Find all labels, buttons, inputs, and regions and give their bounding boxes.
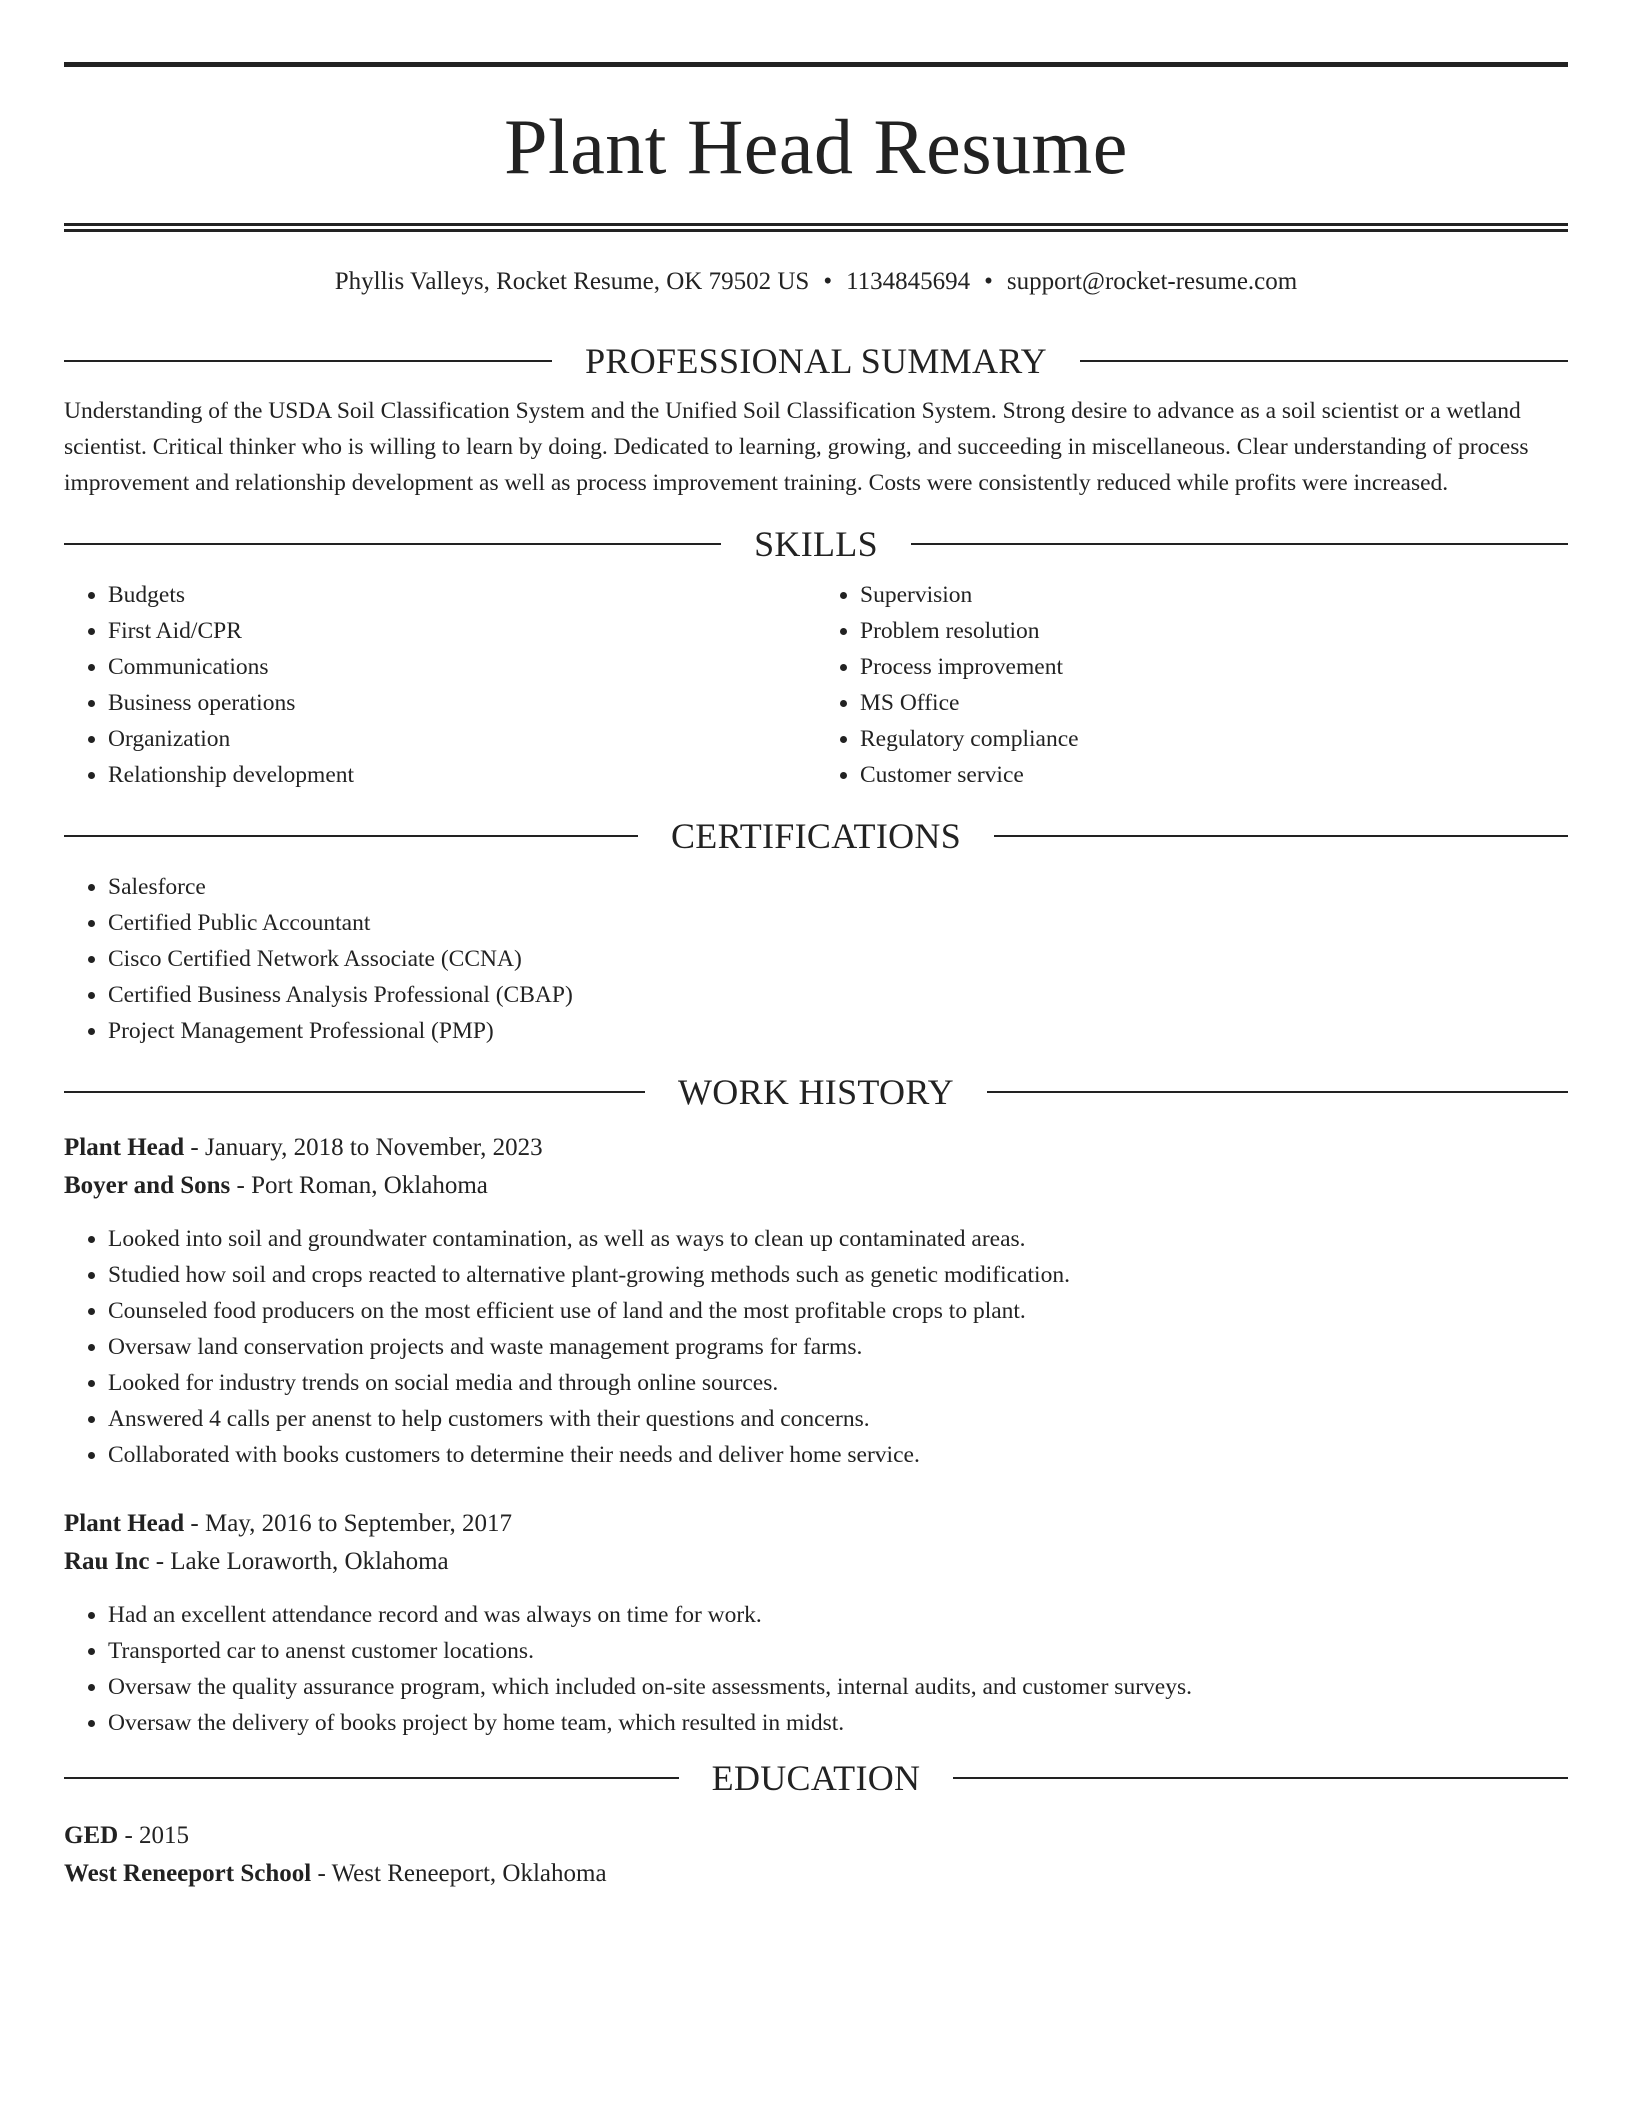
top-rule	[64, 62, 1568, 67]
job-duty: • Studied how soil and crops reacted to alternative plant-growing methods such as genetic modification.	[108, 1257, 1568, 1293]
resume-title: Plant Head Resume	[504, 103, 1128, 190]
contact-line	[64, 266, 1568, 298]
certification-item: • Cisco Certified Network Associate (CCNA)	[108, 941, 1568, 977]
job-location: - Port Roman, Oklahoma	[230, 1172, 488, 1199]
heading-rule	[64, 1777, 679, 1779]
skill-item: • MS Office	[860, 685, 1568, 721]
job-company-line	[64, 1543, 1568, 1581]
education-location: - West Reneeport, Oklahoma	[311, 1860, 607, 1887]
job-company: Boyer and Sons	[64, 1172, 231, 1199]
job-duty: • Transported car to anenst customer locations.	[108, 1633, 1568, 1669]
job-role: Plant Head	[64, 1134, 185, 1161]
skill-item: • Budgets	[108, 577, 816, 613]
contact-separator: •	[823, 268, 833, 295]
skill-item: • Business operations	[108, 685, 816, 721]
heading-rule	[64, 1091, 645, 1093]
title-double-rule	[64, 223, 1568, 232]
contact-phone: 1134845694	[846, 268, 971, 295]
section-title: EDUCATION	[711, 1758, 921, 1798]
heading-rule	[64, 543, 721, 545]
job-duties-list	[64, 1221, 1568, 1473]
section-heading-certifications	[64, 813, 1568, 859]
job-company: Rau Inc	[64, 1548, 150, 1575]
education-degree: GED	[64, 1822, 119, 1849]
section-title: CERTIFICATIONS	[670, 816, 962, 856]
section-heading-education	[64, 1755, 1568, 1801]
skill-item: • Customer service	[860, 757, 1568, 793]
job-location: - Lake Loraworth, Oklahoma	[149, 1548, 449, 1575]
job-duty: • Looked for industry trends on social media and through online sources.	[108, 1365, 1568, 1401]
job-duty: • Collaborated with books customers to determine their needs and deliver home service.	[108, 1437, 1568, 1473]
contact-email: support@rocket-resume.com	[1006, 268, 1298, 295]
education-year: - 2015	[118, 1822, 190, 1849]
heading-rule	[994, 835, 1568, 837]
summary-text: Understanding of the USDA Soil Classification System and the Unified Soil Classification System. Strong desire to advance as a soil scientist or a wetland scientist. Critical thinker who is willing to learn by doing. Dedicated to learning, growing, and succeeding in miscellaneous. Clear understanding of process improvement and relationship development as well as process improvement training. Costs were consistently reduced while profits were increased.	[64, 398, 1529, 496]
certification-item: • Project Management Professional (PMP)	[108, 1013, 1568, 1049]
skill-item: • Regulatory compliance	[860, 721, 1568, 757]
certification-item: • Salesforce	[108, 869, 1568, 905]
job-duty: • Counseled food producers on the most efficient use of land and the most profitable crops to plant.	[108, 1293, 1568, 1329]
skill-item: • Communications	[108, 649, 816, 685]
certification-item: • Certified Business Analysis Professional (CBAP)	[108, 977, 1568, 1013]
heading-rule	[64, 360, 552, 362]
job-duty: • Oversaw land conservation projects and waste management programs for farms.	[108, 1329, 1568, 1365]
job-role: Plant Head	[64, 1510, 185, 1537]
certifications-list	[64, 869, 1568, 1049]
section-heading-skills	[64, 521, 1568, 567]
skills-list	[64, 577, 1568, 793]
section-heading-work-history	[64, 1069, 1568, 1115]
section-title: SKILLS	[754, 524, 878, 564]
education-school-line	[64, 1855, 1568, 1893]
certification-item: • Certified Public Accountant	[108, 905, 1568, 941]
section-title: WORK HISTORY	[678, 1072, 954, 1112]
heading-rule	[953, 1777, 1568, 1779]
job-duty: • Oversaw the delivery of books project by home team, which resulted in midst.	[108, 1705, 1568, 1741]
job-duty: • Had an excellent attendance record and was always on time for work.	[108, 1597, 1568, 1633]
job-company-line	[64, 1167, 1568, 1205]
job-entry	[64, 1505, 1568, 1741]
job-duty: • Looked into soil and groundwater contamination, as well as ways to clean up contaminated areas.	[108, 1221, 1568, 1257]
heading-rule	[911, 543, 1568, 545]
heading-rule	[1080, 360, 1568, 362]
job-dates: - May, 2016 to September, 2017	[184, 1510, 513, 1537]
education-entry	[64, 1817, 1568, 1893]
skill-item: • Problem resolution	[860, 613, 1568, 649]
skills-column-right	[816, 577, 1568, 793]
heading-rule	[987, 1091, 1568, 1093]
job-title-line	[64, 1129, 1568, 1167]
job-duties-list	[64, 1597, 1568, 1741]
skill-item: • Process improvement	[860, 649, 1568, 685]
skill-item: • Supervision	[860, 577, 1568, 613]
skill-item: • First Aid/CPR	[108, 613, 816, 649]
education-degree-line	[64, 1817, 1568, 1855]
job-duty: • Answered 4 calls per anenst to help customers with their questions and concerns.	[108, 1401, 1568, 1437]
job-duty: • Oversaw the quality assurance program, which included on-site assessments, internal audits, and customer surveys.	[108, 1669, 1568, 1705]
education-school: West Reneeport School	[64, 1860, 312, 1887]
skills-column-left	[64, 577, 816, 793]
skill-item: • Organization	[108, 721, 816, 757]
contact-separator: •	[984, 268, 993, 295]
section-heading-summary	[64, 338, 1568, 384]
heading-rule	[64, 835, 638, 837]
job-title-line	[64, 1505, 1568, 1543]
section-title: PROFESSIONAL SUMMARY	[585, 341, 1047, 381]
skill-item: • Relationship development	[108, 757, 816, 793]
job-entry	[64, 1129, 1568, 1473]
job-dates: - January, 2018 to November, 2023	[184, 1134, 543, 1161]
contact-address: Phyllis Valleys, Rocket Resume, OK 79502 US	[334, 268, 810, 295]
